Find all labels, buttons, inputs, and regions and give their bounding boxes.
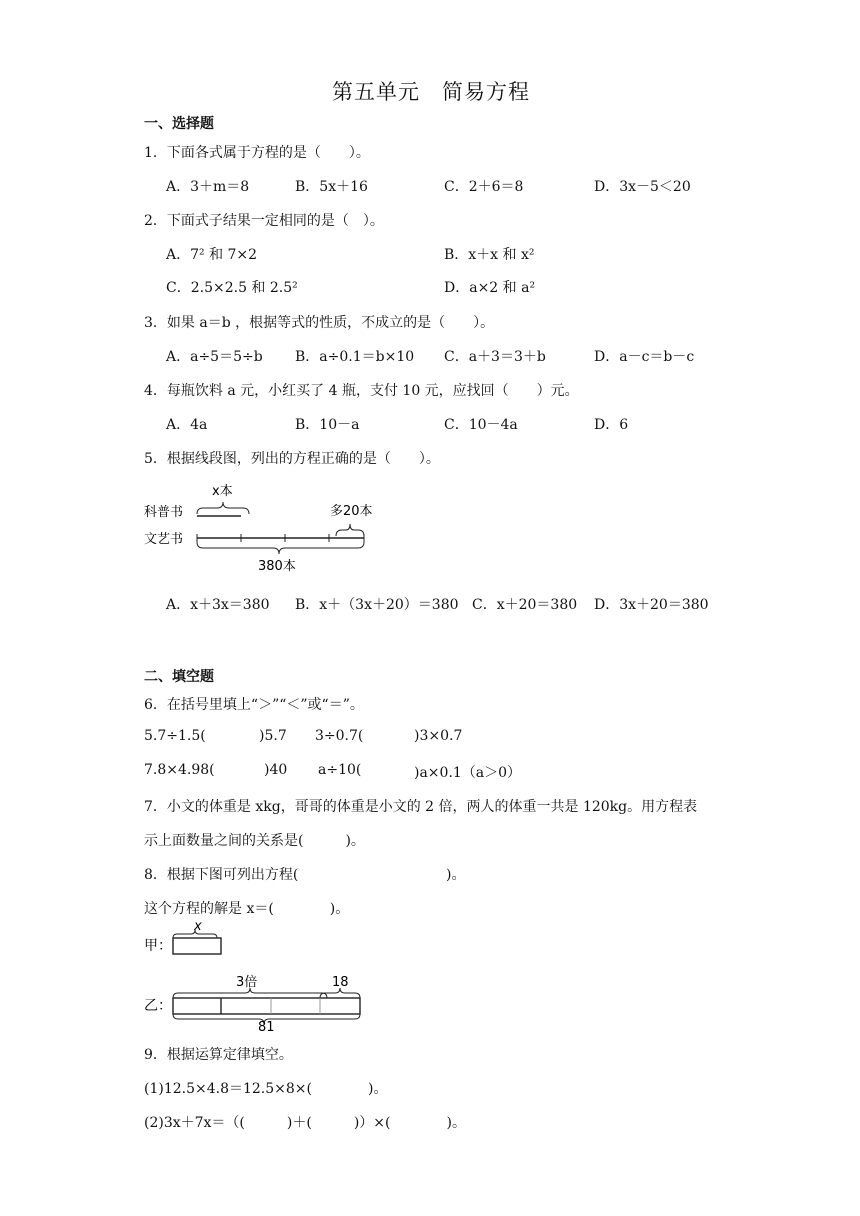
q1-option-a[interactable]: A．3＋m＝8 <box>166 179 250 195</box>
question-9-line2: (2)3x＋7x＝（( )＋( )）×( )。 <box>144 1115 466 1131</box>
question-7-line2: 示上面数量之间的关系是( )。 <box>144 833 365 849</box>
q8-label-jia: 甲： <box>144 938 172 954</box>
q5-total-brace <box>197 542 364 554</box>
q6-r2-left: 7.8×4.98( <box>144 762 215 778</box>
q5-more-brace <box>336 524 364 536</box>
q5-x-label: x本 <box>212 484 233 499</box>
question-2-stem: 2．下面式子结果一定相同的是（ ）。 <box>144 213 384 229</box>
question-7-line1: 7．小文的体重是 xkg，哥哥的体重是小文的 2 倍，两人的体重一共是 120kg。用方程表 <box>144 799 698 815</box>
q5-more-label: 多20本 <box>330 504 373 519</box>
q8-yi-bar <box>173 998 360 1014</box>
q5-option-c[interactable]: C．x＋20＝380 <box>472 597 578 613</box>
q1-option-d[interactable]: D．3x－5＜20 <box>594 179 691 195</box>
question-5-stem: 5．根据线段图，列出的方程正确的是（ ）。 <box>144 451 440 467</box>
section-heading-fill: 二、填空题 <box>144 669 214 685</box>
question-4-stem: 4．每瓶饮料 a 元，小红买了 4 瓶，支付 10 元，应找回（ ）元。 <box>144 383 579 399</box>
q8-jia-bar <box>173 938 221 954</box>
question-6-stem: 6．在括号里填上“＞”“＜”或“＝”。 <box>144 697 364 713</box>
q5-x-brace <box>197 502 249 514</box>
q6-r2-mid: )40 <box>264 762 288 778</box>
q2-option-d[interactable]: D．a×2 和 a² <box>444 280 536 296</box>
q5-label-science-books: 科普书 <box>144 505 184 520</box>
q5-segment-diagram <box>140 478 380 578</box>
q4-option-c[interactable]: C．10－4a <box>444 417 518 433</box>
q2-option-c[interactable]: C．2.5×2.5 和 2.5² <box>166 280 298 296</box>
q2-option-b[interactable]: B．x＋x 和 x² <box>444 247 535 263</box>
q5-option-b[interactable]: B．x＋（3x＋20）＝380 <box>295 597 459 613</box>
question-8-line2: 这个方程的解是 x＝( )。 <box>144 901 350 917</box>
question-8-line1-end: )。 <box>446 867 466 883</box>
q3-option-b[interactable]: B．a÷0.1＝b×10 <box>295 349 415 365</box>
q8-times-brace <box>173 988 327 998</box>
q5-total-label: 380本 <box>258 559 296 574</box>
q8-total-label: 81 <box>258 1020 275 1034</box>
question-9-line1: (1)12.5×4.8＝12.5×8×( )。 <box>144 1081 388 1097</box>
question-1-stem: 1．下面各式属于方程的是（ ）。 <box>144 145 370 161</box>
question-9-stem: 9．根据运算定律填空。 <box>144 1047 293 1063</box>
q3-option-c[interactable]: C．a＋3＝3＋b <box>444 349 546 365</box>
q8-extra-brace <box>320 988 360 998</box>
q6-r1-mid: )5.7 <box>259 728 287 744</box>
q6-r2-end: )a×0.1（a＞0） <box>414 765 522 781</box>
q6-r1-left: 5.7÷1.5( <box>144 728 206 744</box>
q5-option-a[interactable]: A．x＋3x＝380 <box>166 597 270 613</box>
q5-option-d[interactable]: D．3x＋20＝380 <box>594 597 709 613</box>
q8-x-label: x <box>194 919 202 934</box>
q6-r1-right: 3÷0.7( <box>315 728 364 744</box>
question-3-stem: 3．如果 a＝b ，根据等式的性质，不成立的是（ ）。 <box>144 315 495 331</box>
q3-option-d[interactable]: D．a－c＝b－c <box>594 349 695 365</box>
question-8-line1: 8．根据下图可列出方程( <box>144 867 299 883</box>
q8-x-brace <box>173 930 217 938</box>
q8-segment-diagram <box>140 918 380 1034</box>
page-title: 第五单元 简易方程 <box>332 80 530 104</box>
q4-option-d[interactable]: D．6 <box>594 417 629 433</box>
q1-option-b[interactable]: B．5x＋16 <box>295 179 368 195</box>
q3-option-a[interactable]: A．a÷5＝5÷b <box>166 349 263 365</box>
q8-times-label: 3倍 <box>236 975 258 990</box>
q6-r1-end: )3×0.7 <box>414 728 463 744</box>
q2-option-a[interactable]: A．7² 和 7×2 <box>166 247 258 263</box>
q5-label-literature-books: 文艺书 <box>144 532 184 547</box>
q6-r2-right: a÷10( <box>318 762 362 778</box>
q4-option-b[interactable]: B．10－a <box>295 417 360 433</box>
q4-option-a[interactable]: A．4a <box>166 417 208 433</box>
q1-option-c[interactable]: C．2＋6＝8 <box>444 179 524 195</box>
section-heading-choice: 一、选择题 <box>144 116 214 132</box>
q8-extra-label: 18 <box>332 975 349 990</box>
q8-label-yi: 乙： <box>144 998 172 1014</box>
